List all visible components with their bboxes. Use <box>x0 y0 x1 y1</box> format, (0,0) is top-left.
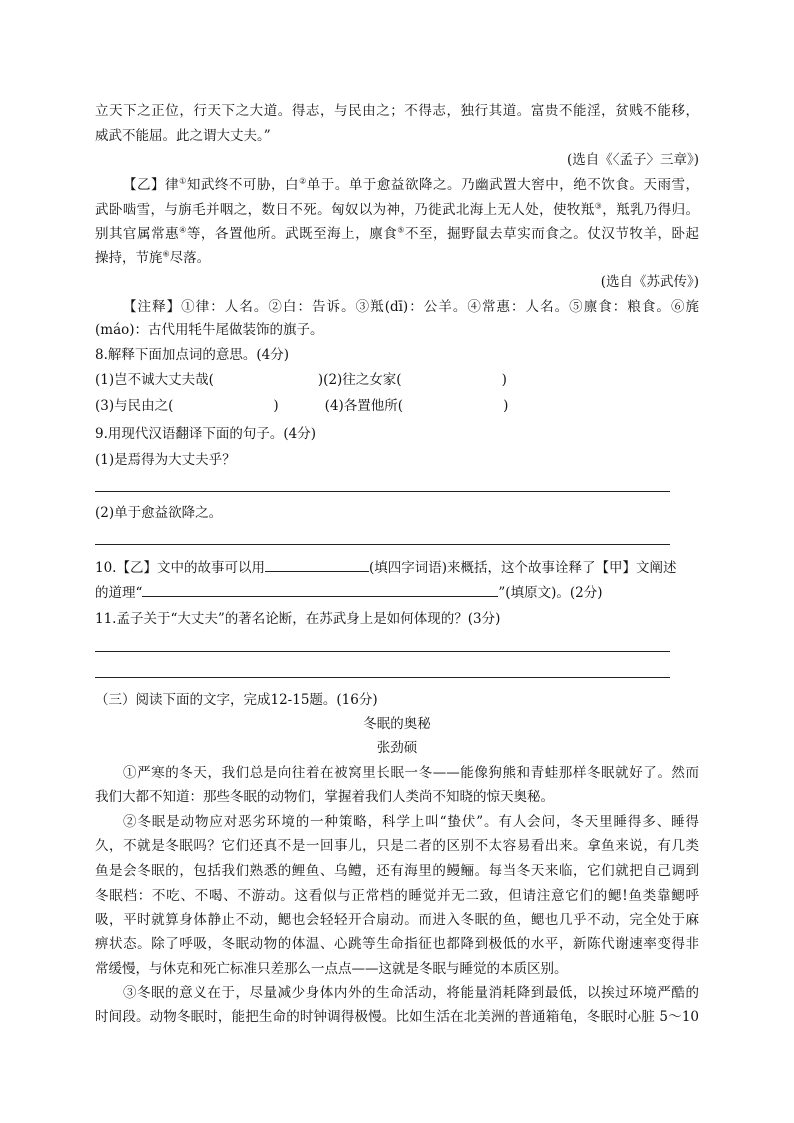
q9-item-1: (1)是焉得为大丈夫乎？ <box>95 452 236 468</box>
q8-item-3: (3)与民由之( <box>95 398 174 414</box>
q8-item-1: (1)岂不诚大丈夫哉( <box>95 372 214 388</box>
q8-row-2: (3)与民由之( ) (4)各置他所( ) <box>95 398 509 414</box>
p2-line-5: 吸，平时就算身体静止不动，鳃也会轻轻开合扇动。而进入冬眠的鱼，鳃也几乎不动，完全处于麻 <box>95 912 699 928</box>
p2-line-7: 常缓慢，与休克和死亡标准只差那么一点点——这就是冬眠与睡觉的本质区别。 <box>95 961 568 977</box>
jia-source: (选自《〈孟子〉三章》) <box>566 152 699 168</box>
p2-line-6: 痹状态。除了呼吸，冬眠动物的体温、心跳等生命指征也都降到极低的水平，新陈代谢速率变得非 <box>95 936 699 952</box>
p3-line-2: 时间段。动物冬眠时，能把生命的时钟调得极慢。比如生活在北美洲的普通箱龟，冬眠时心脏 5～10 <box>95 1009 699 1025</box>
p2-line-4: 冬眠档：不吃、不喝、不游动。这看似与正常档的睡觉并无二致，但请注意它们的鳃!鱼类靠鳃呼 <box>95 888 699 904</box>
p2-line-2: 久，不就是冬眠吗？它们还真不是一回事儿，只是二者的区别不太容易看出来。拿鱼来说，有几类 <box>95 838 699 854</box>
jia-line-1: 立天下之正位，行天下之大道。得志，与民由之；不得志，独行其道。富贵不能淫，贫贱不能移， <box>95 103 699 119</box>
p2-line-1: ②冬眠是动物应对恶劣环境的一种策略，科学上叫“蛰伏”。有人会问，冬天里睡得多、睡得 <box>123 814 699 830</box>
notes-line-2: (máo)：古代用牦牛尾做装饰的旗子。 <box>95 322 324 338</box>
p1-line-2: 我们大都不知道：那些冬眠的动物们，掌握着我们人类尚不知晓的惊天奥秘。 <box>95 789 554 805</box>
q10-blank-idiom[interactable] <box>265 557 369 572</box>
p1-line-1: ①严寒的冬天，我们总是向往着在被窝里长眠一冬——能像狗熊和青蛙那样冬眠就好了。然而 <box>123 765 699 781</box>
yi-label: 【乙】 <box>123 177 166 193</box>
p3-line-1: ③冬眠的意义在于，尽量减少身体内外的生命活动，将能量消耗降到最低，以挨过环境严酷的 <box>123 985 699 1001</box>
yi-line-1: 【乙】律①知武终不可胁，白②单于。单于愈益欲降之。乃幽武置大窖中，绝不饮食。天雨雪， <box>123 176 700 193</box>
yi-line-4: 操持，节旄⑥尽落。 <box>95 249 211 266</box>
p2-line-3: 鱼是会冬眠的，包括我们熟悉的鲤鱼、乌鳢，还有海里的鳗鲡。每当冬天来临，它们就把自己调到 <box>95 863 699 879</box>
yi-line-2: 武卧啮雪，与旃毛并咽之，数日不死。匈奴以为神，乃徙武北海上无人处，使牧羝③，羝乳乃得归。 <box>95 201 700 218</box>
q11-answer-line-1[interactable] <box>95 651 670 652</box>
section3-heading: （三）阅读下面的文字，完成12-15题。(16分) <box>95 692 378 708</box>
yi-source: (选自《苏武传》) <box>600 274 699 290</box>
q8-stem: 8.解释下面加点词的意思。(4分) <box>95 347 290 363</box>
article-author: 张劲硕 <box>376 740 418 756</box>
jia-line-2: 威武不能屈。此之谓大丈夫。” <box>95 128 271 144</box>
q9-item-2: (2)单于愈益欲降之。 <box>95 505 223 521</box>
q10-line-2: 的道理“ ”(填原文)。(2分) <box>95 582 602 603</box>
q8-row-1: (1)岂不诚大丈夫哉( )(2)往之女家( ) <box>95 372 507 388</box>
q10-line-1: 10.【乙】文中的故事可以用 (填四字词语)来概括，这个故事诠释了【甲】文阐述 <box>95 557 677 578</box>
q8-item-2: (2)往之女家( <box>323 372 402 388</box>
yi-line-3: 别其官属常惠④等，各置他所。武既至海上，廪食⑤不至，掘野鼠去草实而食之。仗汉节牧羊，卧起 <box>95 225 700 242</box>
q11-answer-line-2[interactable] <box>95 677 670 678</box>
notes-line-1: 【注释】①律：人名。②白：告诉。③羝(dī)：公羊。④常惠：人名。⑤廪食：粮食。⑥旄 <box>123 299 699 315</box>
q9-answer-line-2[interactable] <box>95 544 670 545</box>
q10-blank-quote[interactable] <box>142 582 498 597</box>
q8-item-4: (4)各置他所( <box>324 398 404 414</box>
q9-stem: 9.用现代汉语翻译下面的句子。(4分) <box>95 426 317 442</box>
q11-stem: 11.孟子关于“大丈夫”的著名论断，在苏武身上是如何体现的？(3分) <box>95 611 501 627</box>
article-title: 冬眠的奥秘 <box>363 716 431 732</box>
q9-answer-line-1[interactable] <box>95 491 670 492</box>
